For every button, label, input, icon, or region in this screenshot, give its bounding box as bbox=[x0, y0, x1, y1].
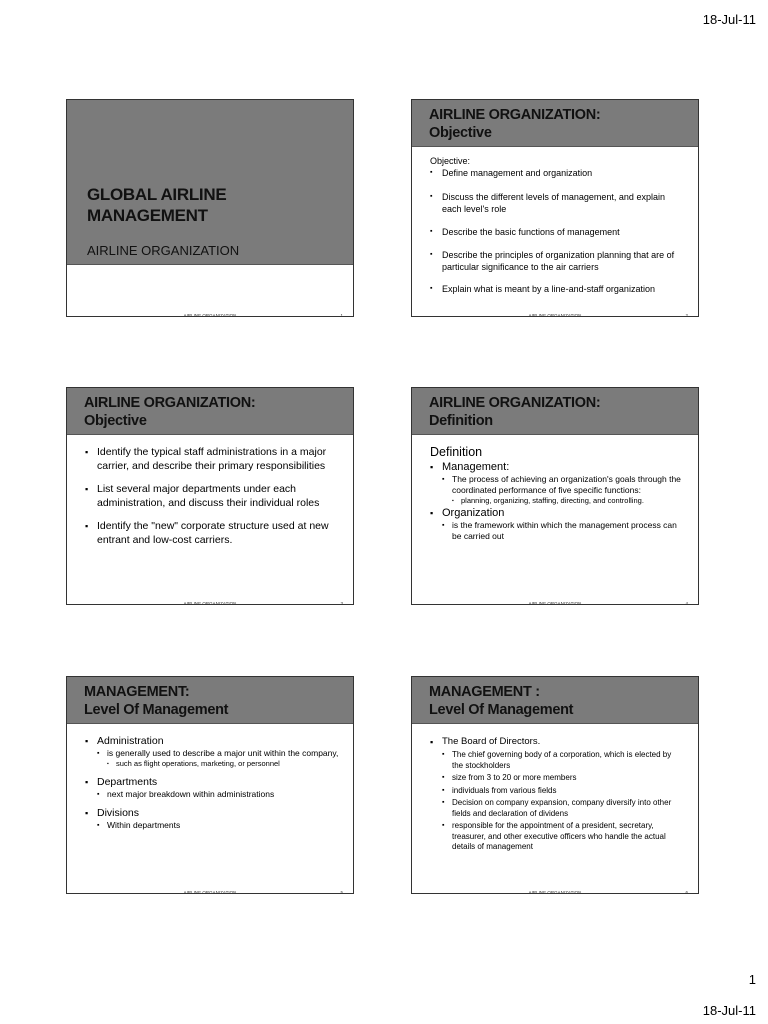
slide-header bbox=[67, 388, 353, 435]
main-title-line2: MANAGEMENT bbox=[87, 206, 208, 225]
slide-header bbox=[67, 677, 353, 724]
slide-subtitle: AIRLINE ORGANIZATION bbox=[87, 243, 240, 258]
administration-label: Administration bbox=[97, 735, 164, 747]
slide-5-levels bbox=[66, 676, 354, 894]
definition-heading: Definition bbox=[430, 445, 483, 459]
slide-footer-text: AIRLINE ORGANIZATION bbox=[183, 313, 237, 317]
list-item: ▪ Within departments bbox=[97, 820, 339, 831]
list-item bbox=[85, 734, 339, 769]
list-item bbox=[430, 736, 684, 853]
administration-sublist bbox=[97, 748, 339, 769]
slide-4-definition bbox=[411, 387, 699, 605]
slide-2-objective bbox=[411, 99, 699, 317]
list-item: ▪ responsible for the appointment of a president, secretary, treasurer, and other executive officers who handle the actual details of management bbox=[442, 821, 684, 853]
departments-sublist bbox=[97, 789, 339, 800]
slide-header bbox=[412, 677, 698, 724]
list-item: ▪ Identify the typical staff administrations in a major carrier, and describe their primary responsibilities bbox=[85, 446, 339, 473]
board-list bbox=[430, 736, 684, 853]
organization-label: Organization bbox=[442, 507, 505, 519]
slide-title-line1: AIRLINE ORGANIZATION: bbox=[429, 395, 601, 411]
page-number: 1 bbox=[748, 972, 756, 987]
administration-examples bbox=[107, 759, 339, 769]
list-item bbox=[430, 460, 684, 506]
list-item: ▪ Discuss the different levels of management, and explain each level's role bbox=[430, 191, 684, 215]
slide-number: 6 bbox=[685, 890, 688, 894]
slide-body bbox=[412, 724, 698, 853]
management-label: Management: bbox=[442, 461, 510, 473]
slide-body bbox=[67, 724, 353, 831]
list-item: ▪ Define management and organization bbox=[430, 167, 684, 179]
list-item: ▪ such as flight operations, marketing, or personnel bbox=[107, 759, 339, 769]
slide-1-title bbox=[66, 99, 354, 317]
slide-header bbox=[412, 388, 698, 435]
slide-footer-text: AIRLINE ORGANIZATION bbox=[183, 601, 237, 605]
list-item bbox=[85, 806, 339, 831]
departments-label: Departments bbox=[97, 776, 158, 788]
slide-title-line2: Objective bbox=[429, 125, 492, 141]
slide-title-line2: Level Of Management bbox=[429, 702, 574, 718]
list-item bbox=[442, 474, 684, 506]
slide-number: 3 bbox=[340, 601, 343, 605]
management-desc: The process of achieving an organization's goals through the coordinated performance of five specific functions: bbox=[452, 474, 681, 495]
footer-date: 18-Jul-11 bbox=[702, 1003, 756, 1018]
slide-main-title bbox=[87, 184, 226, 226]
slide-title-line2: Objective bbox=[84, 413, 147, 429]
slide-title-line1: AIRLINE ORGANIZATION: bbox=[84, 395, 256, 411]
header-date: 18-Jul-11 bbox=[702, 12, 756, 27]
definition-list bbox=[430, 460, 684, 542]
slide-body bbox=[412, 147, 698, 295]
list-item bbox=[97, 748, 339, 769]
levels-list bbox=[85, 734, 339, 831]
list-item: ▪ Identify the "new" corporate structure used at new entrant and low-cost carriers. bbox=[85, 520, 339, 547]
slide-3-objective bbox=[66, 387, 354, 605]
slide-title-line1: MANAGEMENT : bbox=[429, 684, 540, 700]
divisions-sublist bbox=[97, 820, 339, 831]
list-item: ▪ next major breakdown within administrations bbox=[97, 789, 339, 800]
slide-number: 2 bbox=[685, 313, 688, 317]
management-sublist bbox=[442, 474, 684, 506]
list-item: ▪ individuals from various fields bbox=[442, 786, 684, 797]
divisions-label: Divisions bbox=[97, 807, 140, 819]
board-sublist bbox=[442, 750, 684, 853]
slide-title-line2: Definition bbox=[429, 413, 493, 429]
objective-list bbox=[85, 446, 339, 547]
slide-body bbox=[412, 435, 698, 542]
slide-number: 5 bbox=[340, 890, 343, 894]
main-title-line1: GLOBAL AIRLINE bbox=[87, 185, 227, 204]
list-item bbox=[85, 775, 339, 800]
administration-desc: is generally used to describe a major unit within the company, bbox=[107, 748, 339, 758]
slide-header bbox=[412, 100, 698, 147]
slide-footer-text: AIRLINE ORGANIZATION bbox=[528, 890, 582, 894]
board-label: The Board of Directors. bbox=[442, 736, 541, 747]
organization-sublist bbox=[442, 520, 684, 542]
objective-lead: Objective: bbox=[430, 156, 471, 166]
list-item: ▪ Explain what is meant by a line-and-staff organization bbox=[430, 283, 684, 295]
list-item: ▪ Decision on company expansion, company diversify into other fields and declaration of dividens bbox=[442, 798, 684, 819]
slide-6-board bbox=[411, 676, 699, 894]
slide-number: 1 bbox=[340, 313, 343, 317]
title-slide-background bbox=[67, 100, 353, 265]
slide-number: 4 bbox=[685, 601, 688, 605]
list-item: ▪ is the framework within which the management process can be carried out bbox=[442, 520, 684, 542]
list-item bbox=[430, 506, 684, 542]
slide-footer-text: AIRLINE ORGANIZATION bbox=[528, 313, 582, 317]
list-item: ▪ Describe the principles of organization planning that are of particular significance to the air carriers bbox=[430, 249, 684, 273]
slide-title-line1: MANAGEMENT: bbox=[84, 684, 190, 700]
list-item: ▪ List several major departments under each administration, and discuss their individual roles bbox=[85, 483, 339, 510]
list-item: ▪ Describe the basic functions of management bbox=[430, 226, 684, 238]
list-item: ▪ planning, organizing, staffing, directing, and controlling. bbox=[452, 496, 684, 506]
objective-list bbox=[430, 167, 684, 295]
slide-title-line2: Level Of Management bbox=[84, 702, 229, 718]
slide-body bbox=[67, 435, 353, 547]
list-item: ▪ size from 3 to 20 or more members bbox=[442, 773, 684, 784]
slide-footer-text: AIRLINE ORGANIZATION bbox=[183, 890, 237, 894]
functions-sublist bbox=[452, 496, 684, 506]
list-item: ▪ The chief governing body of a corporation, which is elected by the stockholders bbox=[442, 750, 684, 771]
slide-footer-text: AIRLINE ORGANIZATION bbox=[528, 601, 582, 605]
slide-title-line1: AIRLINE ORGANIZATION: bbox=[429, 107, 601, 123]
